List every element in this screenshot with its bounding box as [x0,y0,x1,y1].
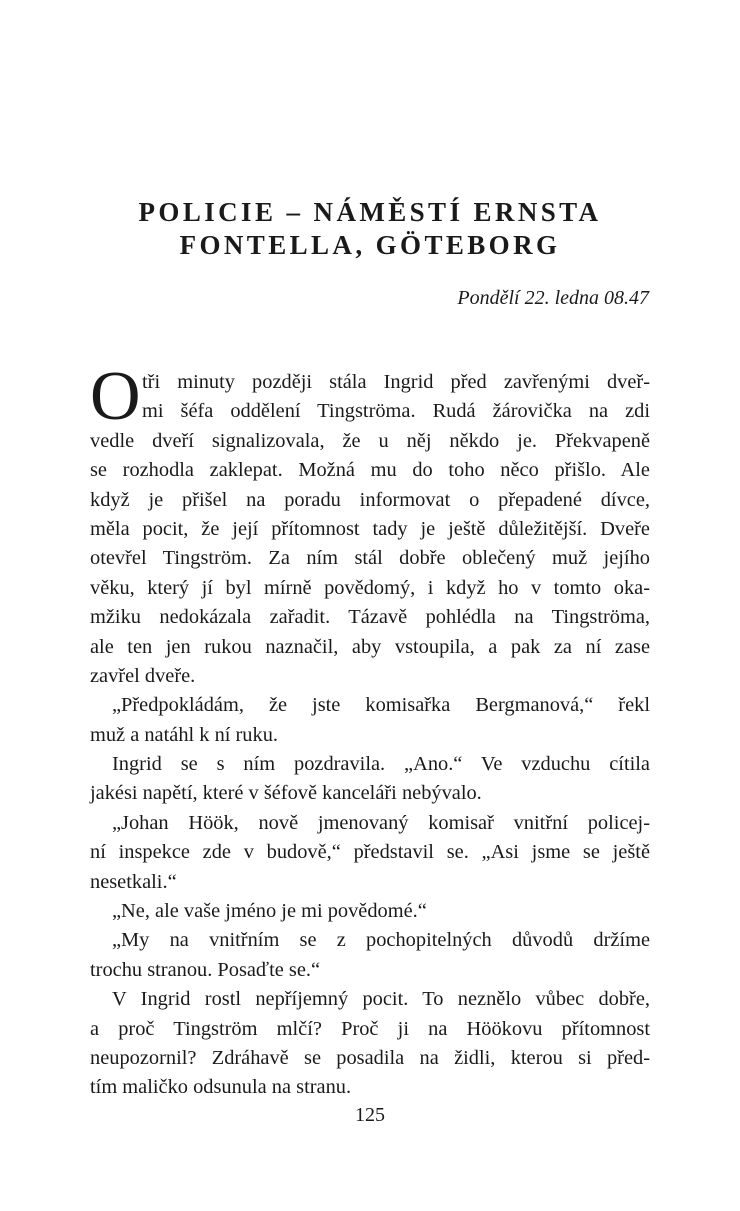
chapter-dateline: Pondělí 22. ledna 08.47 [457,287,649,309]
text-line: jakési napětí, které v šéfově kanceláři nebývalo. [90,782,482,805]
text-line: věku, který jí byl mírně povědomý, i když ho v tomto oka- [90,576,650,599]
text-line: zavřel dveře. [90,664,196,687]
text-line: ale ten jen rukou naznačil, aby vstoupila, a pak za ní zase [90,635,650,658]
text-line: vedle dveří signalizovala, že u něj někdo je. Překvapeně [90,429,650,452]
text-line: ní inspekce zde v budově,“ představil se. „Asi jsme se ještě [90,841,650,864]
text-line: mi šéfa oddělení Tingströma. Rudá žárovička na zdi [142,400,650,423]
text-line: a proč Tingström mlčí? Proč ji na Höökovu přítomnost [90,1017,650,1040]
text-line: „My na vnitřním se z pochopitelných důvodů držíme [112,929,650,952]
text-line: „Předpokládám, že jste komisařka Bergmanová,“ řekl [112,694,650,717]
text-line: tři minuty později stála Ingrid před zavřenými dveř- [142,371,650,393]
text-line: mžiku nedokázala zařadit. Tázavě pohlédla na Tingströma, [90,606,650,629]
text-line: trochu stranou. Posaďte se.“ [90,958,321,981]
text-line: měla pocit, že její přítomnost tady je ještě důležitější. Dveře [90,517,650,540]
drop-cap: O [90,358,141,435]
text-line: V Ingrid rostl nepříjemný pocit. To neznělo vůbec dobře, [112,988,650,1011]
text-line: neupozornil? Zdráhavě se posadila na židli, kterou si před- [90,1046,650,1069]
body-text [90,358,650,1103]
text-line: „Johan Höök, nově jmenovaný komisař vnitřní policej- [112,811,650,834]
text-line: „Ne, ale vaše jméno je mi povědomé.“ [112,900,427,923]
text-line: muž a natáhl k ní ruku. [90,723,278,746]
text-line: když je přišel na poradu informovat o přepadené dívce, [90,488,650,511]
page-number: 125 [355,1104,385,1126]
text-line: Ingrid se s ním pozdravila. „Ano.“ Ve vzduchu cítila [112,753,650,776]
chapter-title-line-2: FONTELLA, GÖTEBORG [179,230,561,260]
text-line: tím maličko odsunula na stranu. [90,1076,352,1099]
text-line: otevřel Tingström. Za ním stál dobře oblečený muž jejího [90,547,650,570]
text-line: se rozhodla zaklepat. Možná mu do toho něco přišlo. Ale [90,459,650,482]
text-line: nesetkali.“ [90,870,177,893]
chapter-title [90,196,650,262]
chapter-title-line-1: POLICIE – NÁMĚSTÍ ERNSTA [138,197,602,227]
